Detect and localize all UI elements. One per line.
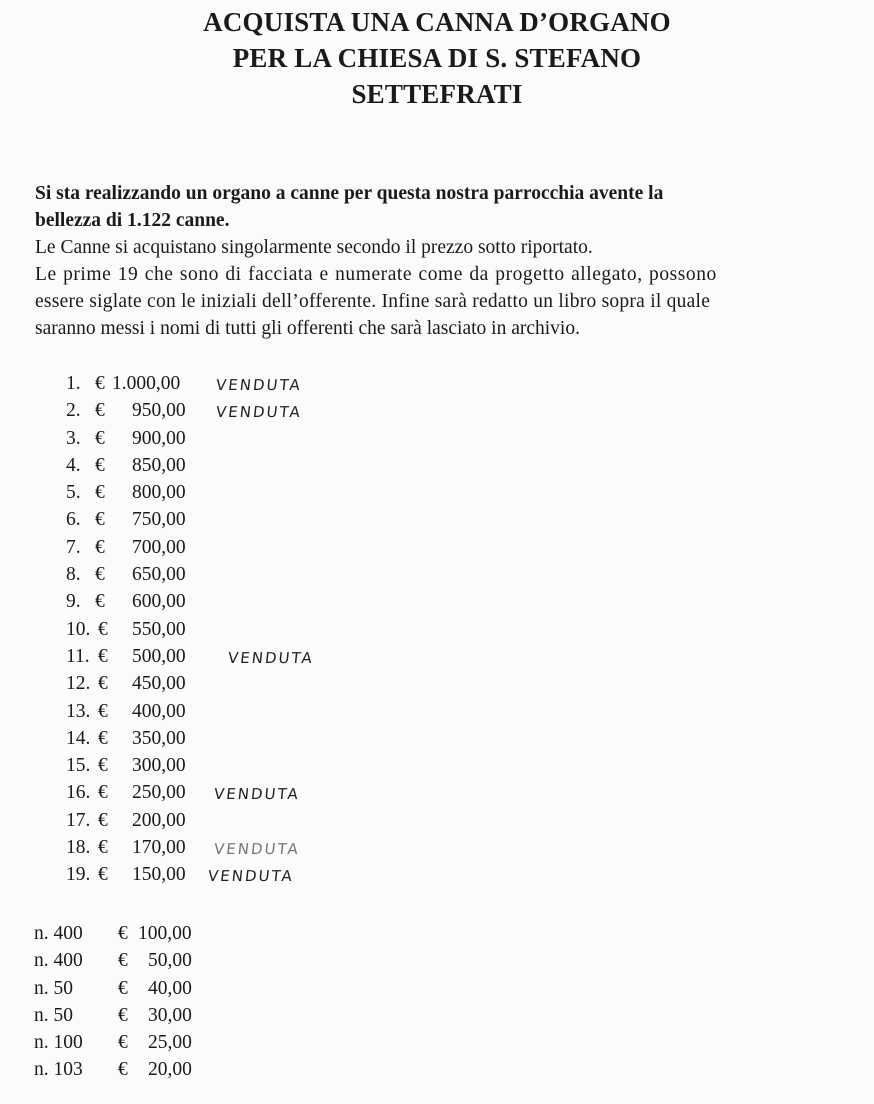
currency-symbol: € bbox=[98, 864, 108, 886]
currency-symbol: € bbox=[95, 509, 105, 531]
pipe-price: 950,00 bbox=[132, 400, 186, 422]
pipe-number: 1. bbox=[66, 373, 81, 394]
intro-bold-line-2: bellezza di 1.122 canne. bbox=[35, 210, 230, 231]
pipe-price: 650,00 bbox=[132, 564, 186, 586]
pipe-price: 900,00 bbox=[132, 427, 186, 449]
title-line-2: PER LA CHIESA DI S. STEFANO bbox=[232, 43, 642, 73]
sold-handwritten-note: VENDUTA bbox=[213, 840, 301, 859]
currency-symbol: € bbox=[118, 977, 128, 999]
sold-handwritten-note: VENDUTA bbox=[227, 648, 315, 667]
pipe-number: 5. bbox=[66, 482, 81, 504]
pipe-number: 13. bbox=[66, 700, 91, 722]
pipe-price: 1.000,00 bbox=[112, 373, 181, 394]
pipe-number: 8. bbox=[66, 564, 81, 586]
pipe-number: 15. bbox=[66, 755, 91, 777]
currency-symbol: € bbox=[118, 1032, 128, 1054]
bulk-quantity: n. 400 bbox=[34, 950, 83, 972]
title-line-1: ACQUISTA UNA CANNA D’ORGANO bbox=[203, 7, 671, 37]
pipe-number: 10. bbox=[66, 618, 91, 640]
currency-symbol: € bbox=[98, 700, 108, 722]
pipe-number: 19. bbox=[66, 864, 91, 886]
pipe-price: 150,00 bbox=[132, 864, 186, 886]
pipe-number: 9. bbox=[66, 591, 81, 613]
pipe-number: 4. bbox=[66, 454, 81, 476]
pipe-price: 850,00 bbox=[132, 454, 186, 476]
page-title bbox=[0, 4, 874, 112]
bulk-price: 30,00 bbox=[148, 1004, 192, 1026]
currency-symbol: € bbox=[118, 923, 128, 944]
currency-symbol: € bbox=[98, 755, 108, 777]
currency-symbol: € bbox=[118, 1004, 128, 1026]
pipe-price: 450,00 bbox=[132, 673, 186, 695]
pipe-price: 800,00 bbox=[132, 482, 186, 504]
pipe-price: 500,00 bbox=[132, 645, 186, 667]
pipe-number: 2. bbox=[66, 400, 81, 422]
pipe-number: 6. bbox=[66, 509, 81, 531]
currency-symbol: € bbox=[98, 837, 108, 859]
pipe-price: 600,00 bbox=[132, 591, 186, 613]
pipe-price: 200,00 bbox=[132, 809, 186, 831]
bulk-quantity: n. 400 bbox=[34, 923, 83, 944]
currency-symbol: € bbox=[95, 591, 105, 613]
currency-symbol: € bbox=[98, 645, 108, 667]
bulk-price: 40,00 bbox=[148, 977, 192, 999]
currency-symbol: € bbox=[95, 564, 105, 586]
sold-handwritten-note: VENDUTA bbox=[207, 867, 295, 886]
intro-line-3: Le Canne si acquistano singolarmente secondo il prezzo sotto riportato. bbox=[35, 237, 593, 258]
pipe-price: 350,00 bbox=[132, 727, 186, 749]
bulk-quantity: n. 100 bbox=[34, 1032, 83, 1054]
intro-paragraph bbox=[35, 180, 865, 342]
pipe-number: 7. bbox=[66, 536, 81, 558]
currency-symbol: € bbox=[98, 618, 108, 640]
bulk-price: 50,00 bbox=[148, 950, 192, 972]
bulk-price: 100,00 bbox=[138, 923, 192, 944]
pipe-number: 16. bbox=[66, 782, 91, 804]
bulk-quantity: n. 103 bbox=[34, 1059, 83, 1081]
currency-symbol: € bbox=[98, 809, 108, 831]
currency-symbol: € bbox=[95, 373, 105, 394]
pipe-price: 300,00 bbox=[132, 755, 186, 777]
pipe-number: 11. bbox=[66, 645, 90, 667]
pipe-price: 700,00 bbox=[132, 536, 186, 558]
sold-handwritten-note: VENDUTA bbox=[215, 376, 303, 394]
bulk-quantity: n. 50 bbox=[34, 1004, 73, 1026]
bulk-price: 20,00 bbox=[148, 1059, 192, 1081]
pipe-price: 250,00 bbox=[132, 782, 186, 804]
currency-symbol: € bbox=[95, 536, 105, 558]
title-line-3: SETTEFRATI bbox=[351, 79, 523, 109]
pipe-price: 170,00 bbox=[132, 837, 186, 859]
pipe-number: 17. bbox=[66, 809, 91, 831]
currency-symbol: € bbox=[98, 727, 108, 749]
intro-line-6: saranno messi i nomi di tutti gli offerenti che sarà lasciato in archivio. bbox=[35, 318, 580, 339]
currency-symbol: € bbox=[98, 782, 108, 804]
sold-handwritten-note: VENDUTA bbox=[215, 403, 303, 422]
pipe-price: 400,00 bbox=[132, 700, 186, 722]
currency-symbol: € bbox=[95, 427, 105, 449]
intro-bold-line-1: Si sta realizzando un organo a canne per questa nostra parrocchia avente la bbox=[35, 183, 664, 204]
pipe-price: 750,00 bbox=[132, 509, 186, 531]
currency-symbol: € bbox=[95, 482, 105, 504]
currency-symbol: € bbox=[118, 950, 128, 972]
pipe-number: 12. bbox=[66, 673, 91, 695]
currency-symbol: € bbox=[118, 1059, 128, 1081]
bulk-price: 25,00 bbox=[148, 1032, 192, 1054]
sold-handwritten-note: VENDUTA bbox=[213, 785, 301, 804]
pipe-number: 14. bbox=[66, 727, 91, 749]
currency-symbol: € bbox=[98, 673, 108, 695]
currency-symbol: € bbox=[95, 400, 105, 422]
pipe-price: 550,00 bbox=[132, 618, 186, 640]
intro-line-4: Le prime 19 che sono di facciata e numerate come da progetto allegato, possono bbox=[35, 264, 717, 285]
currency-symbol: € bbox=[95, 454, 105, 476]
bulk-quantity: n. 50 bbox=[34, 977, 73, 999]
pipe-number: 18. bbox=[66, 837, 91, 859]
pipe-number: 3. bbox=[66, 427, 81, 449]
intro-line-5: essere siglate con le iniziali dell’offerente. Infine sarà redatto un libro sopra il quale bbox=[35, 291, 711, 312]
